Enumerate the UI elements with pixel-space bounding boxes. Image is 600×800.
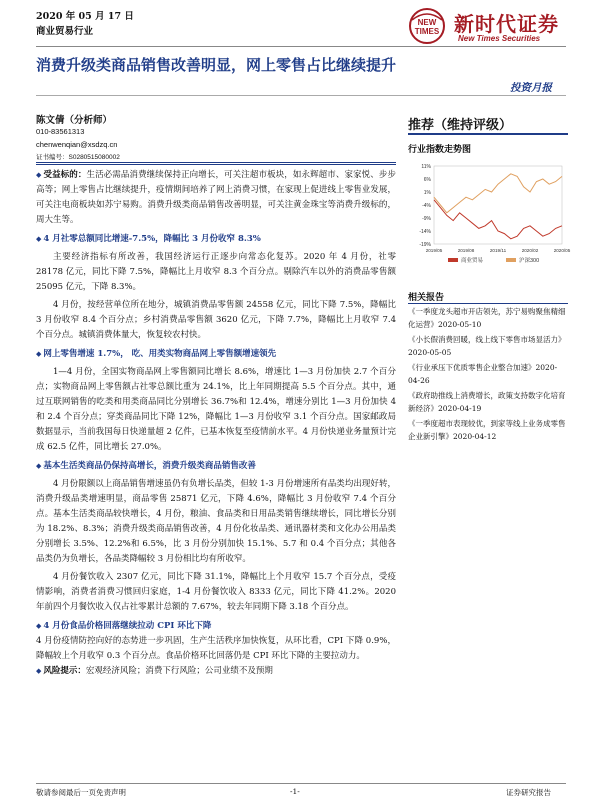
header-divider bbox=[36, 46, 566, 47]
x-tick-label: 2019/05 bbox=[425, 248, 443, 253]
x-tick-label: 2019/11 bbox=[489, 248, 507, 253]
paragraph: 4 月份限额以上商品销售增速虽仍有负增长品类，但较 1-3 月份增速所有品类均出现好转，消费升级品类增速明显，商品零售 25871 亿元，下降 4.6%，降幅比 3 月份收窄 7.4 个百分点。基本生活类商品较快增长，4 月份，粮油、食品类和日用品类销售继续增长，同比增长分别为 18.2%、8.3%；消费升级类商品销售改善，4 月份化妆品类、通讯器材类和文化办公用品类分别增长 3.5%、12.2%和 6.5%，比 3 月份分别加快 15.1%、5.7 和 0.4 个百分点；其他各品类仍为负增长，各品类降幅较 3 月份相比均有所收窄。 bbox=[36, 479, 396, 564]
related-report-item[interactable]: 《一季度超市表现较优，到家等线上业务成零售企业新引擎》2020-04-12 bbox=[408, 419, 566, 441]
x-tick-label: 2020/02 bbox=[521, 248, 539, 253]
y-tick-label: -14% bbox=[419, 229, 431, 235]
logo-text-times: TIMES bbox=[414, 27, 440, 36]
series-line bbox=[434, 174, 562, 213]
risk-text: 宏观经济风险；消费下行风险；公司业绩不及预期 bbox=[85, 666, 273, 676]
section-heading-online: ◆ 网上零售增速 1.7%， 吃、用类实物商品网上零售额增速领先 bbox=[36, 349, 277, 359]
plot-frame bbox=[434, 166, 562, 244]
x-tick-label: 2020/05 bbox=[553, 248, 571, 253]
related-reports-heading: 相关报告 bbox=[408, 293, 445, 303]
related-divider bbox=[408, 303, 568, 304]
rating-divider bbox=[408, 133, 568, 135]
risk-lead: 风险提示： bbox=[43, 666, 86, 676]
report-date: 2020 年 05 月 17 日 bbox=[36, 11, 134, 22]
x-tick-label: 2019/08 bbox=[457, 248, 475, 253]
legend-label: 沪深300 bbox=[519, 258, 540, 264]
chart-title: 行业指数走势图 bbox=[408, 145, 472, 155]
related-report-item[interactable]: 《行业承压下优质零售企业整合加速》2020-04-26 bbox=[408, 363, 558, 385]
author-email[interactable]: chenwenqian@xsdzq.cn bbox=[36, 140, 118, 149]
y-tick-label: 11% bbox=[421, 164, 431, 170]
brand-name-en: New Times Securities bbox=[458, 34, 541, 43]
title-divider bbox=[36, 95, 566, 96]
report-body bbox=[36, 168, 396, 679]
footer-disclaimer[interactable]: 敬请参阅最后一页免责声明 bbox=[36, 788, 126, 797]
related-reports-list bbox=[408, 306, 566, 446]
section-heading-cpi: ◆ 4 月份食品价格回落继续拉动 CPI 环比下降 bbox=[36, 621, 212, 631]
bullet-triangle-icon: ◆ bbox=[36, 667, 42, 675]
paragraph: 4 月份餐饮收入 2307 亿元，同比下降 31.1%，降幅比上个月收窄 15.7 个百分点，受疫情影响，消费者消费习惯回归家庭，1-4 月份餐饮收入 8333 亿元，同比下降 41.2%。2020 年前四个月餐饮收入仅占社零累计总额的 7.67%，较去年同期下降 3.18 个百分点。 bbox=[36, 572, 396, 612]
bullet-triangle-icon: ◆ bbox=[36, 234, 42, 243]
paragraph-risk bbox=[36, 664, 396, 679]
page-number: -1- bbox=[290, 787, 300, 796]
section-heading-retail: ◆ 4 月社零总额同比增速-7.5%，降幅比 3 月份收窄 8.3% bbox=[36, 234, 261, 244]
rating: 推荐（维持评级） bbox=[408, 118, 513, 133]
report-type: 投资月报 bbox=[510, 82, 552, 94]
brand-name: 新时代证券 bbox=[454, 12, 559, 36]
y-tick-label: 6% bbox=[423, 177, 431, 183]
y-tick-label: -4% bbox=[422, 203, 431, 209]
y-tick-label: -9% bbox=[422, 216, 431, 222]
bullet-triangle-icon: ◆ bbox=[36, 171, 42, 179]
legend-swatch bbox=[448, 258, 458, 262]
footer-label: 证券研究报告 bbox=[506, 788, 551, 797]
paragraph-beneficiaries bbox=[36, 168, 396, 228]
paragraph: 1—4 月份，全国实物商品网上零售额同比增长 8.6%，增速比 1—3 月份加快 2.7 个百分点；实物商品网上零售额占社零总额比重为 24.1%，比上年同期提高 5.5 个百分点。其中，通过互联网销售的吃类和用类商品同比分别增长 36.7%和 12.4%，增速分别比 1—3 月份加快 4 和 2.4 个百分点；穿类商品同比下降 12%，降幅比 1—3 月份收窄 3.1 个百分点。国家邮政局数据显示，当前我国每日快递量超 2 亿件，已基本恢复至疫情前水平。4 月份快递业务量预计完成 62.5 亿件，同比增长 27.0%。 bbox=[36, 367, 396, 452]
series-line bbox=[434, 200, 562, 239]
brand-logo-icon bbox=[404, 6, 450, 46]
author-phone: 010-83561313 bbox=[36, 127, 85, 136]
related-report-item[interactable]: 《政府助推线上消费增长，政策支持数字化培育新经济》2020-04-19 bbox=[408, 391, 566, 413]
related-report-item[interactable]: 《一季度龙头超市开店领先，苏宁易购聚焦精细化运营》2020-05-10 bbox=[408, 307, 566, 329]
paragraph: 4 月份疫情防控向好的态势进一步巩固，生产生活秩序加快恢复，从环比看，CPI 下降 0.9%，降幅较上个月收窄 0.3 个百分点。食品价格环比回落仍是 CPI 环比下降的主要拉动力。 bbox=[36, 636, 396, 661]
bullet-triangle-icon: ◆ bbox=[36, 349, 42, 358]
y-tick-label: -19% bbox=[419, 242, 431, 248]
legend-swatch bbox=[506, 258, 516, 262]
author-divider bbox=[36, 162, 396, 163]
author-divider-2 bbox=[36, 164, 396, 165]
beneficiaries-text: 生活必需品消费继续保持正向增长，可关注超市板块，如永辉超市、家家悦、步步高等；网上零售占比继续提升，疫情期间培养了网上消费习惯，在家现上促进线上零售业发展，可关注电商板块如苏宁易购。消费升级类商品销售改善明显，可关注黄金珠宝等消费升级标的，周大生等。 bbox=[36, 170, 396, 225]
footer-divider bbox=[36, 783, 566, 784]
y-tick-label: 1% bbox=[423, 190, 431, 196]
bullet-triangle-icon: ◆ bbox=[36, 621, 42, 630]
report-title: 消费升级类商品销售改善明显，网上零售占比继续提升 bbox=[36, 56, 397, 74]
beneficiaries-lead: 受益标的： bbox=[43, 170, 87, 180]
paragraph: 4 月份，按经营单位所在地分，城镇消费品零售额 24558 亿元，同比下降 7.5%，降幅比 3 月份收窄 8.4 个百分点；乡村消费品零售额 3620 亿元，下降 7.7%，降幅比上月收窄 7.4 个百分点。城镇消费体量大，恢复较农村快。 bbox=[36, 300, 396, 340]
logo-text-new: NEW bbox=[417, 18, 437, 27]
author-name: 陈文倩（分析师） bbox=[36, 115, 113, 126]
industry-label: 商业贸易行业 bbox=[36, 26, 94, 37]
paragraph: 主要经济指标有所改善，我国经济运行正逐步向常态化复苏。2020 年 4 月份，社零 28178 亿元，同比下降 7.5%，降幅比上月收窄 8.3 个百分点。剔除汽车以外的消费品零售额 25095 亿元，下降 8.3%。 bbox=[36, 252, 396, 292]
index-trend-chart bbox=[408, 160, 571, 270]
legend-label: 商业贸易 bbox=[461, 258, 484, 264]
related-report-item[interactable]: 《小长假消费回暖，线上线下零售市场显活力》2020-05-05 bbox=[408, 335, 566, 357]
section-heading-categories: ◆ 基本生活类商品仍保持高增长，消费升级类商品销售改善 bbox=[36, 461, 256, 471]
author-cert: 证书编号：S0280515080002 bbox=[36, 154, 120, 161]
bullet-triangle-icon: ◆ bbox=[36, 461, 42, 470]
